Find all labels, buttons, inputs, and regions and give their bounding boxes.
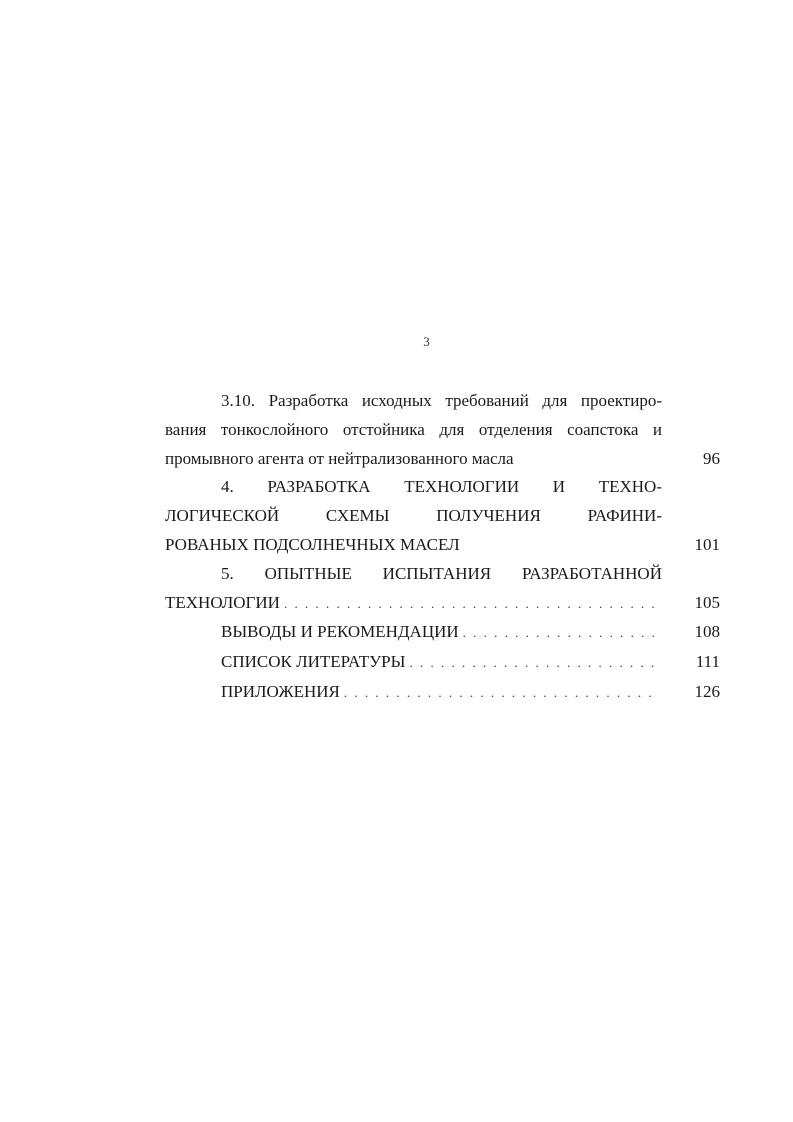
page-number: 3: [423, 334, 430, 349]
toc-entry-4-title: [165, 473, 662, 559]
toc-entry-references: [165, 648, 720, 678]
toc-entry-4-line-3: РОВАНЫХ ПОДСОЛНЕЧНЫХ МАСЕЛ: [165, 534, 460, 554]
toc-entry-3-10-line-2: вания тонкослойного отстойника для отделения соапстока и: [165, 419, 662, 439]
table-of-contents: [165, 387, 720, 708]
toc-leader-dots: [344, 679, 658, 708]
toc-entry-appendices: [165, 678, 720, 708]
toc-entry-conclusions: [165, 618, 720, 648]
toc-entry-5-title: [165, 560, 662, 589]
toc-entry-5-line-2: ТЕХНОЛОГИИ: [165, 592, 280, 612]
toc-entry-5-page: 105: [694, 592, 720, 612]
toc-leader-dots: [463, 619, 658, 648]
toc-entry-3-10-line-1: 3.10. Разработка исходных требований для проектиро-: [221, 391, 662, 410]
toc-entry-5-row: [165, 589, 720, 619]
toc-entry-3-10-title: [165, 387, 662, 473]
toc-entry-conclusions-page: 108: [694, 622, 720, 642]
toc-entry-3-10-line-3: промывного агента от нейтрализованного масла: [165, 448, 514, 468]
toc-entry-appendices-title: ПРИЛОЖЕНИЯ: [221, 681, 340, 701]
toc-leader-dots: [409, 649, 658, 678]
toc-entry-references-page: 111: [695, 652, 720, 672]
toc-entry-conclusions-title: ВЫВОДЫ И РЕКОМЕНДАЦИИ: [221, 622, 459, 642]
toc-entry-5: [165, 560, 720, 619]
toc-entry-3-10-page: 96: [703, 448, 720, 468]
toc-entry-5-line-1: 5. ОПЫТНЫЕ ИСПЫТАНИЯ РАЗРАБОТАННОЙ: [221, 563, 662, 583]
toc-leader-dots: [284, 590, 658, 619]
toc-entry-4: [165, 473, 720, 559]
toc-entry-3-10: [165, 387, 720, 473]
toc-entry-references-title: СПИСОК ЛИТЕРАТУРЫ: [221, 652, 406, 672]
toc-entry-4-page: 101: [694, 534, 720, 554]
toc-entry-4-line-2: ЛОГИЧЕСКОЙ СХЕМЫ ПОЛУЧЕНИЯ РАФИНИ-: [165, 506, 662, 526]
toc-entry-appendices-page: 126: [694, 681, 720, 701]
toc-entry-4-line-1: 4. РАЗРАБОТКА ТЕХНОЛОГИИ И ТЕХНО-: [221, 477, 662, 497]
